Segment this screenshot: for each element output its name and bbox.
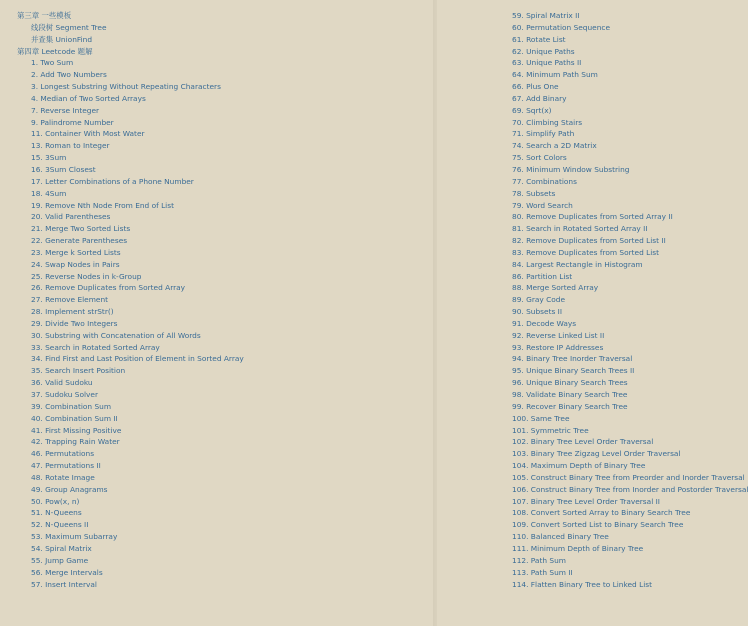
toc-problem-link[interactable]: 62. Unique Paths — [512, 46, 575, 56]
toc-problem-link[interactable]: 54. Spiral Matrix — [31, 543, 92, 553]
toc-problem-link[interactable]: 46. Permutations — [31, 449, 95, 459]
toc-problem-link[interactable]: 40. Combination Sum II — [31, 413, 118, 423]
toc-problem-link[interactable]: 20. Valid Parentheses — [31, 212, 111, 222]
toc-problem-link[interactable]: 2. Add Two Numbers — [31, 70, 107, 80]
toc-problem-link[interactable]: 18. 4Sum — [31, 188, 67, 198]
toc-problem-link[interactable]: 29. Divide Two Integers — [31, 318, 118, 328]
toc-problem-link[interactable]: 64. Minimum Path Sum — [512, 70, 598, 80]
toc-problem-link[interactable]: 111. Minimum Depth of Binary Tree — [512, 543, 644, 553]
toc-problem-link[interactable]: 79. Word Search — [512, 200, 573, 210]
toc-problem-link[interactable]: 95. Unique Binary Search Trees II — [512, 366, 635, 376]
toc-problem-link[interactable]: 75. Sort Colors — [512, 153, 567, 163]
toc-problem-link[interactable]: 67. Add Binary — [512, 93, 567, 103]
toc-problem-link[interactable]: 108. Convert Sorted Array to Binary Search Tree — [512, 508, 691, 518]
toc-problem-link[interactable]: 55. Jump Game — [31, 555, 89, 565]
toc-problem-link[interactable]: 16. 3Sum Closest — [31, 164, 96, 174]
toc-problem-link[interactable]: 56. Merge Intervals — [31, 567, 103, 577]
toc-problem-link[interactable]: 15. 3Sum — [31, 153, 67, 163]
toc-problem-link[interactable]: 80. Remove Duplicates from Sorted Array II — [512, 212, 673, 222]
toc-problem-link[interactable]: 23. Merge k Sorted Lists — [31, 247, 121, 257]
toc-section-link[interactable]: 并查集 UnionFind — [31, 34, 93, 44]
toc-problem-link[interactable]: 99. Recover Binary Search Tree — [512, 401, 628, 411]
toc-problem-link[interactable]: 27. Remove Element — [31, 295, 109, 305]
toc-problem-link[interactable]: 47. Permutations II — [31, 461, 101, 471]
toc-list-right — [498, 10, 748, 590]
toc-problem-link[interactable]: 57. Insert Interval — [31, 579, 97, 589]
toc-problem-link[interactable]: 103. Binary Tree Zigzag Level Order Traversal — [512, 449, 681, 459]
toc-problem-link[interactable]: 9. Palindrome Number — [31, 117, 114, 127]
toc-page-right — [437, 0, 748, 626]
toc-problem-link[interactable]: 25. Reverse Nodes in k-Group — [31, 271, 142, 281]
toc-problem-link[interactable]: 36. Valid Sudoku — [31, 378, 93, 388]
toc-problem-link[interactable]: 48. Rotate Image — [31, 472, 95, 482]
toc-chapter-link[interactable]: 第四章 Leetcode 题解 — [17, 46, 93, 56]
toc-problem-link[interactable]: 93. Restore IP Addresses — [512, 342, 604, 352]
toc-problem-link[interactable]: 112. Path Sum — [512, 555, 566, 565]
toc-problem-link[interactable]: 114. Flatten Binary Tree to Linked List — [512, 579, 653, 589]
toc-problem-link[interactable]: 60. Permutation Sequence — [512, 22, 611, 32]
toc-problem-link[interactable]: 96. Unique Binary Search Trees — [512, 378, 628, 388]
toc-problem-link[interactable]: 33. Search in Rotated Sorted Array — [31, 342, 160, 352]
toc-problem-link[interactable]: 30. Substring with Concatenation of All Words — [31, 330, 201, 340]
toc-problem-link[interactable]: 88. Merge Sorted Array — [512, 283, 599, 293]
toc-problem-link[interactable]: 91. Decode Ways — [512, 318, 577, 328]
toc-problem-link[interactable]: 113. Path Sum II — [512, 567, 573, 577]
toc-problem-link[interactable]: 37. Sudoku Solver — [31, 390, 99, 399]
toc-problem-link[interactable]: 1. Two Sum — [31, 58, 74, 68]
toc-list-left — [17, 10, 244, 590]
toc-problem-link[interactable]: 94. Binary Tree Inorder Traversal — [512, 354, 633, 364]
toc-problem-link[interactable]: 107. Binary Tree Level Order Traversal II — [512, 496, 660, 506]
toc-problem-link[interactable]: 70. Climbing Stairs — [512, 117, 583, 127]
toc-problem-link[interactable]: 83. Remove Duplicates from Sorted List — [512, 247, 660, 257]
toc-problem-link[interactable]: 100. Same Tree — [512, 413, 570, 423]
toc-problem-link[interactable]: 13. Roman to Integer — [31, 141, 110, 151]
toc-problem-link[interactable]: 69. Sqrt(x) — [512, 105, 552, 115]
toc-problem-link[interactable]: 82. Remove Duplicates from Sorted List II — [512, 236, 666, 246]
toc-problem-link[interactable]: 106. Construct Binary Tree from Inorder and Postorder Traversal — [512, 484, 748, 494]
toc-problem-link[interactable]: 104. Maximum Depth of Binary Tree — [512, 461, 646, 471]
toc-problem-link[interactable]: 81. Search in Rotated Sorted Array II — [512, 224, 648, 234]
toc-problem-link[interactable]: 84. Largest Rectangle in Histogram — [512, 259, 643, 269]
toc-problem-link[interactable]: 3. Longest Substring Without Repeating Characters — [31, 82, 221, 92]
toc-problem-link[interactable]: 4. Median of Two Sorted Arrays — [31, 93, 146, 103]
toc-problem-link[interactable]: 41. First Missing Positive — [31, 425, 122, 435]
toc-problem-link[interactable]: 110. Balanced Binary Tree — [512, 532, 609, 542]
toc-problem-link[interactable]: 59. Spiral Matrix II — [512, 11, 580, 20]
toc-problem-link[interactable]: 50. Pow(x, n) — [31, 496, 80, 506]
toc-problem-link[interactable]: 11. Container With Most Water — [31, 129, 145, 139]
toc-problem-link[interactable]: 28. Implement strStr() — [31, 307, 114, 317]
toc-problem-link[interactable]: 34. Find First and Last Position of Element in Sorted Array — [31, 354, 244, 364]
toc-problem-link[interactable]: 19. Remove Nth Node From End of List — [31, 200, 174, 210]
toc-problem-link[interactable]: 78. Subsets — [512, 188, 556, 198]
toc-problem-link[interactable]: 17. Letter Combinations of a Phone Number — [31, 176, 194, 186]
toc-problem-link[interactable]: 101. Symmetric Tree — [512, 425, 589, 435]
toc-problem-link[interactable]: 24. Swap Nodes in Pairs — [31, 259, 120, 269]
toc-problem-link[interactable]: 52. N-Queens II — [31, 520, 89, 530]
toc-problem-link[interactable]: 63. Unique Paths II — [512, 58, 582, 68]
toc-problem-link[interactable]: 76. Minimum Window Substring — [512, 164, 630, 174]
toc-problem-link[interactable]: 92. Reverse Linked List II — [512, 330, 605, 340]
toc-problem-link[interactable]: 35. Search Insert Position — [31, 366, 126, 376]
toc-problem-link[interactable]: 51. N-Queens — [31, 508, 82, 518]
toc-problem-link[interactable]: 22. Generate Parentheses — [31, 236, 128, 246]
toc-problem-link[interactable]: 109. Convert Sorted List to Binary Search Tree — [512, 520, 684, 530]
toc-problem-link[interactable]: 105. Construct Binary Tree from Preorder and Inorder Traversal — [512, 472, 745, 482]
toc-problem-link[interactable]: 89. Gray Code — [512, 295, 566, 305]
toc-chapter-link[interactable]: 第三章 一些模板 — [17, 11, 72, 20]
toc-problem-link[interactable]: 86. Partition List — [512, 271, 573, 281]
toc-problem-link[interactable]: 21. Merge Two Sorted Lists — [31, 224, 131, 234]
toc-problem-link[interactable]: 66. Plus One — [512, 82, 559, 92]
toc-problem-link[interactable]: 42. Trapping Rain Water — [31, 437, 120, 447]
toc-section-link[interactable]: 线段树 Segment Tree — [31, 22, 107, 32]
toc-problem-link[interactable]: 102. Binary Tree Level Order Traversal — [512, 437, 654, 447]
toc-problem-link[interactable]: 49. Group Anagrams — [31, 484, 108, 494]
toc-problem-link[interactable]: 90. Subsets II — [512, 307, 563, 317]
toc-problem-link[interactable]: 74. Search a 2D Matrix — [512, 141, 597, 151]
toc-problem-link[interactable]: 26. Remove Duplicates from Sorted Array — [31, 283, 186, 293]
toc-problem-link[interactable]: 39. Combination Sum — [31, 401, 112, 411]
toc-problem-link[interactable]: 77. Combinations — [512, 176, 577, 186]
toc-problem-link[interactable]: 71. Simplify Path — [512, 129, 575, 139]
toc-problem-link[interactable]: 53. Maximum Subarray — [31, 532, 118, 542]
toc-problem-link[interactable]: 61. Rotate List — [512, 34, 566, 44]
toc-problem-link[interactable]: 7. Reverse Integer — [31, 105, 100, 115]
toc-problem-link[interactable]: 98. Validate Binary Search Tree — [512, 390, 628, 399]
